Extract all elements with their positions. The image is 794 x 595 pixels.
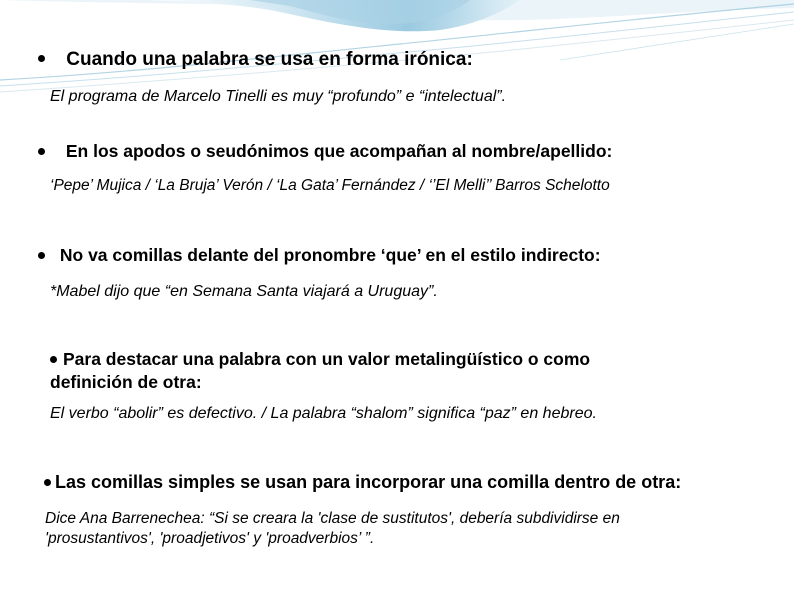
bullet-icon (38, 55, 45, 62)
section-5-example-line2: 'prosustantivos', 'proadjetivos' y 'proadverbios’ ”. (45, 530, 375, 547)
section-2-heading-text: En los apodos o seudónimos que acompañan al nombre/apellido: (65, 141, 613, 161)
section-5-heading (44, 472, 681, 493)
section-3-example: *Mabel dijo que “en Semana Santa viajará a Uruguay”. (50, 283, 438, 300)
section-5-heading-text: Las comillas simples se usan para incorporar una comilla dentro de otra: (55, 472, 682, 492)
section-1-heading-text: Cuando una palabra se usa en forma irónica: (66, 49, 473, 70)
section-5-example (45, 509, 620, 549)
section-2-heading (38, 141, 612, 162)
section-3-heading (38, 245, 601, 266)
section-1-heading (38, 49, 473, 71)
bullet-icon (44, 479, 51, 486)
section-4-heading (50, 348, 590, 394)
section-4-heading-line1: Para destacar una palabra con un valor metalingüístico o como (63, 349, 591, 369)
section-2-example: ‘Pepe’ Mujica / ‘La Bruja’ Verón / ‘La Gata’ Fernández / ‘’El Melli’’ Barros Schelotto (50, 177, 610, 194)
section-5-example-line1: Dice Ana Barrenechea: “Si se creara la 'clase de sustitutos', debería subdividirse en (45, 510, 620, 527)
bullet-icon (50, 356, 57, 363)
bullet-icon (38, 148, 45, 155)
section-4-heading-line2: definición de otra: (50, 372, 202, 392)
bullet-icon (38, 252, 45, 259)
section-4-example: El verbo “abolir” es defectivo. / La palabra “shalom” significa “paz” en hebreo. (50, 405, 597, 422)
section-1-example: El programa de Marcelo Tinelli es muy “profundo” e “intelectual”. (50, 88, 507, 105)
section-3-heading-text: No va comillas delante del pronombre ‘que’ en el estilo indirecto: (59, 245, 601, 265)
